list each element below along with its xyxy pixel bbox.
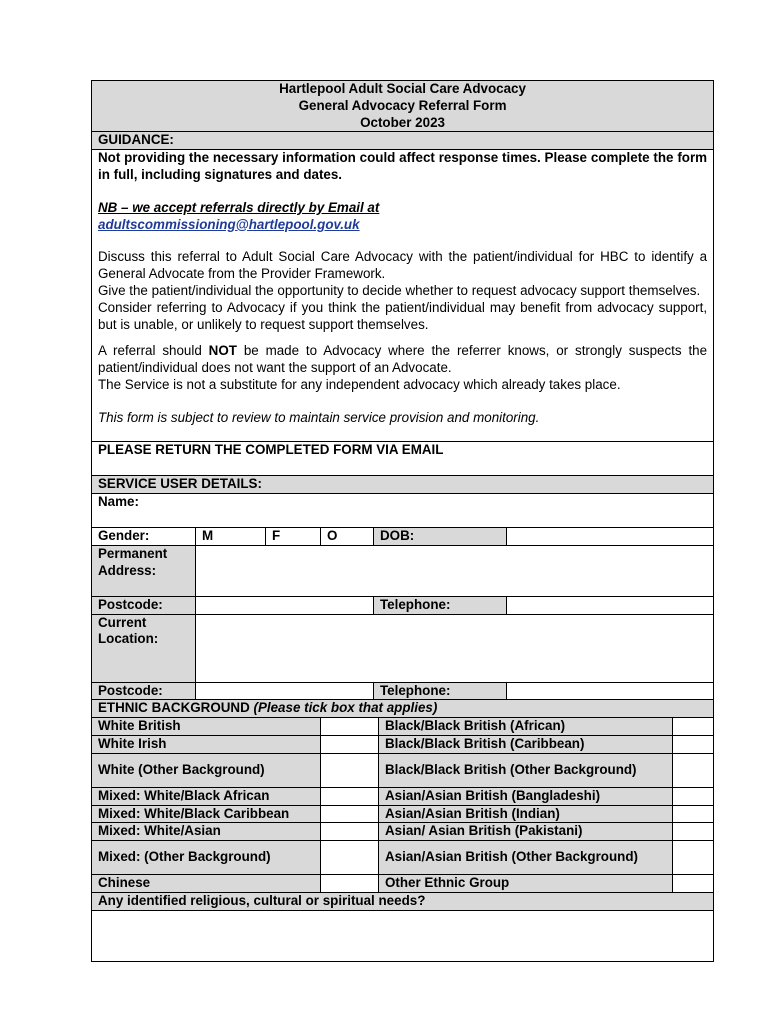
ethnic-row [92,805,714,823]
ethnic-option-label: White (Other Background) [92,753,321,787]
ethnic-tick-box[interactable] [673,805,714,823]
guidance-para-4: A referral should NOT be made to Advocacy where the referrer knows, or strongly suspects the patient/individual does not want the support of an Advocate. [98,343,708,376]
ethnic-tick-box[interactable] [321,753,379,787]
ethnic-option-label: Mixed: White/Asian [92,823,321,841]
ethnic-tick-box[interactable] [673,735,714,753]
ethnic-tick-box[interactable] [321,841,379,875]
ethnic-option-label: Mixed: White/Black Caribbean [92,805,321,823]
review-note: This form is subject to review to maintain service provision and monitoring. [98,409,540,425]
guidance-body [92,150,714,442]
service-user-heading-row [92,476,714,494]
ethnic-row [92,823,714,841]
ethnic-row [92,875,714,893]
postcode-label: Postcode: [92,682,196,700]
form-title: General Advocacy Referral Form [298,97,507,113]
org-title: Hartlepool Adult Social Care Advocacy [279,81,526,96]
ethnic-tick-box[interactable] [673,875,714,893]
ethnic-tick-box[interactable] [673,753,714,787]
current-location-row [92,614,714,682]
ethnic-tick-box[interactable] [673,823,714,841]
ethnic-row [92,753,714,787]
guidance-body-row [92,150,714,442]
gender-f-option[interactable]: F [266,527,321,545]
ethnic-option-label: Mixed: (Other Background) [92,841,321,875]
permanent-address-input[interactable] [196,545,714,596]
gender-m-option[interactable]: M [196,527,266,545]
guidance-intro: Not providing the necessary information could affect response times. Please complete the form in full, including signatures and dates. [98,150,708,182]
ethnic-option-label: Asian/Asian British (Indian) [379,805,673,823]
current-telephone-input[interactable] [507,682,714,700]
ethnic-option-label: Mixed: White/Black African [92,787,321,805]
needs-label-row [92,892,714,910]
ethnic-tick-box[interactable] [321,787,379,805]
guidance-label: GUIDANCE: [92,132,714,150]
return-instruction: PLEASE RETURN THE COMPLETED FORM VIA EMAIL [92,442,714,476]
telephone-input[interactable] [507,596,714,614]
ethnic-row [92,718,714,736]
dob-label: DOB: [374,527,507,545]
ethnic-option-label: Other Ethnic Group [379,875,673,893]
dob-input[interactable] [507,527,714,545]
ethnic-option-label: Black/Black British (Other Background) [379,753,673,787]
ethnic-tick-box[interactable] [321,718,379,736]
service-user-heading: SERVICE USER DETAILS: [92,476,714,494]
ethnic-tick-box[interactable] [673,841,714,875]
needs-input[interactable] [92,910,714,961]
current-location-input[interactable] [196,614,714,682]
ethnic-option-label: Asian/Asian British (Bangladeshi) [379,787,673,805]
ethnic-option-label: White Irish [92,735,321,753]
gender-o-option[interactable]: O [321,527,374,545]
permanent-address-label: Permanent Address: [92,545,196,596]
guidance-label-row [92,132,714,150]
ethnic-tick-box[interactable] [321,875,379,893]
referral-form [91,80,714,962]
referral-email-link[interactable]: adultscommissioning@hartlepool.gov.uk [98,216,360,232]
permanent-postcode-row [92,596,714,614]
permanent-address-row [92,545,714,596]
ethnic-row [92,735,714,753]
ethnic-heading: ETHNIC BACKGROUND (Please tick box that applies) [92,700,714,718]
ethnic-option-label: White British [92,718,321,736]
ethnic-options [92,718,714,893]
ethnic-heading-row [92,700,714,718]
nb-text: NB – we accept referrals directly by Email at [98,199,380,215]
ethnic-option-label: Black/Black British (Caribbean) [379,735,673,753]
postcode-input[interactable] [196,596,374,614]
return-row [92,442,714,476]
guidance-para-3: Consider referring to Advocacy if you think the patient/individual may benefit from advocacy support, but is unable, or unlikely to request support themselves. [98,299,708,332]
gender-label: Gender: [92,527,196,545]
ethnic-tick-box[interactable] [673,718,714,736]
ethnic-row [92,787,714,805]
telephone-label: Telephone: [374,596,507,614]
ethnic-option-label: Asian/Asian British (Other Background) [379,841,673,875]
ethnic-option-label: Chinese [92,875,321,893]
ethnic-row [92,841,714,875]
ethnic-tick-box[interactable] [673,787,714,805]
needs-input-row [92,910,714,961]
current-postcode-row [92,682,714,700]
form-header [92,81,714,132]
current-postcode-input[interactable] [196,682,374,700]
postcode-label: Postcode: [92,596,196,614]
name-field[interactable]: Name: [92,493,714,527]
ethnic-tick-box[interactable] [321,735,379,753]
form-header-row [92,81,714,132]
name-row [92,493,714,527]
guidance-para-1: Discuss this referral to Adult Social Care Advocacy with the patient/individual for HBC to identify a General Advocate from the Provider Framework. [98,249,708,282]
gender-row [92,527,714,545]
ethnic-option-label: Black/Black British (African) [379,718,673,736]
guidance-para-5: The Service is not a substitute for any independent advocacy which already takes place. [98,376,621,392]
ethnic-tick-box[interactable] [321,823,379,841]
ethnic-option-label: Asian/ Asian British (Pakistani) [379,823,673,841]
form-date: October 2023 [360,114,445,130]
current-location-label: Current Location: [92,614,196,682]
needs-label: Any identified religious, cultural or spiritual needs? [92,892,714,910]
ethnic-tick-box[interactable] [321,805,379,823]
guidance-para-2: Give the patient/individual the opportunity to decide whether to request advocacy support themselves. [98,282,701,298]
telephone-label: Telephone: [374,682,507,700]
